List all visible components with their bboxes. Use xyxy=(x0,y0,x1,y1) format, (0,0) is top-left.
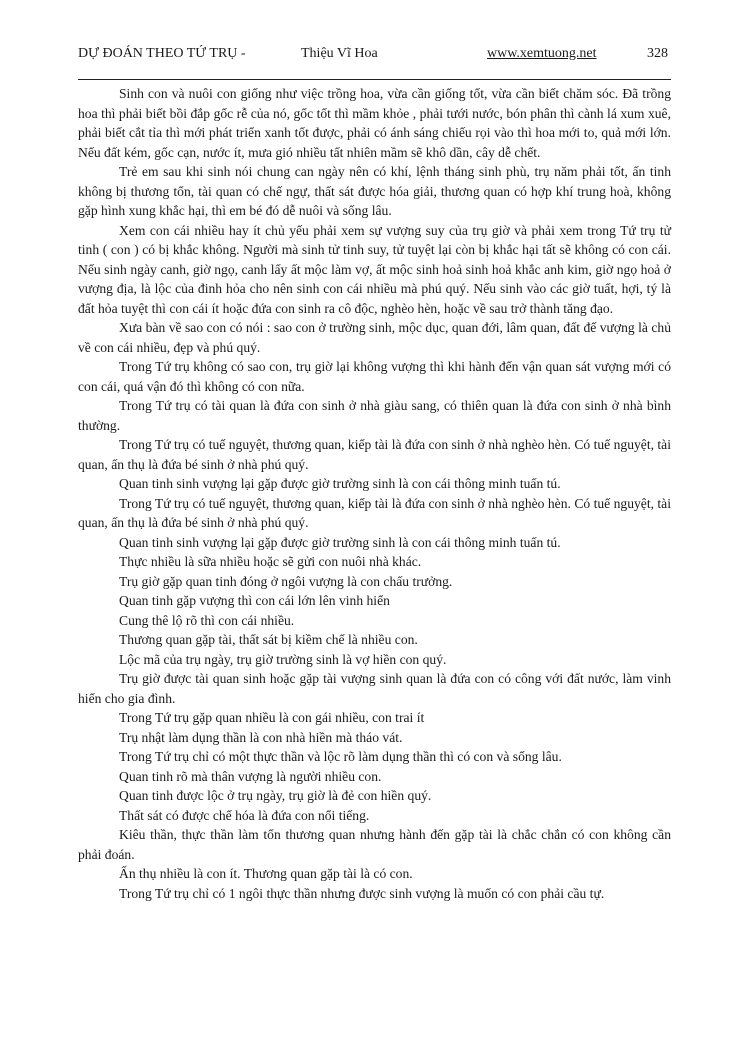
paragraph: Trong Tứ trụ có tuế nguyệt, thương quan, kiếp tài là đứa con sinh ở nhà nghèo hèn. Có tuế nguyệt, tài quan, ấn thụ là đứa bé sinh ở nhà phú quý. xyxy=(78,437,671,472)
paragraph: Thương quan gặp tài, thất sát bị kiềm chế là nhiều con. xyxy=(119,632,418,647)
paragraph: Kiêu thần, thực thần làm tổn thương quan nhưng hành đến gặp tài là chắc chắn có con không cần phải đoán. xyxy=(78,827,671,862)
paragraph: Lộc mã của trụ ngày, trụ giờ trường sinh là vợ hiền con quý. xyxy=(119,651,447,667)
paragraph: Sinh con và nuôi con giống như việc trồng hoa, vừa cần giống tốt, vừa cần biết chăm sóc. Đã trồng hoa thì phải biết bồi đắp gốc rễ của nó, gốc tốt thì mầm khỏe , phải tưới nước, bón phân thì cành lá xum xuê, phải biết cắt tỉa thì mới phát triển xanh tốt được, phải có ánh sáng chiếu rọi vào thì hoa mới to, quả mới lớn. Nếu đất kém, gốc cạn, nước ít, mưa gió nhiều tất nhiên mầm sẽ khô dần, cây dễ chết. xyxy=(78,86,671,160)
paragraph: Cung thê lộ rõ thì con cái nhiều. xyxy=(119,612,295,628)
paragraph: Trụ giờ được tài quan sinh hoặc gặp tài vượng sinh quan là đứa con có công với đất nước, làm vinh hiển cho gia đình. xyxy=(78,671,671,706)
page-body xyxy=(78,84,671,903)
author-name: Thiệu Vĩ Hoa xyxy=(301,46,378,61)
page-header xyxy=(78,46,668,68)
paragraph: Trụ nhật làm dụng thần là con nhà hiền mà tháo vát. xyxy=(119,729,403,745)
page-number: 328 xyxy=(647,46,668,61)
paragraph: Xưa bàn về sao con có nói : sao con ở trường sinh, mộc dục, quan đới, lâm quan, đất đế vượng là chủ về con cái nhiều, đẹp và phú quý. xyxy=(78,320,671,355)
paragraph: Trụ giờ gặp quan tinh đóng ở ngôi vượng là con chấu trưởng. xyxy=(119,573,453,589)
paragraph: Quan tinh sinh vượng lại gặp được giờ trường sinh là con cái thông minh tuấn tú. xyxy=(119,534,561,550)
paragraph: Quan tinh được lộc ở trụ ngày, trụ giờ là đẻ con hiền quý. xyxy=(119,788,432,803)
website-link[interactable]: www.xemtuong.net xyxy=(487,46,597,61)
paragraph: Trong Tứ trụ chỉ có một thực thần và lộc rõ làm dụng thần thì có con và sống lâu. xyxy=(119,749,562,764)
paragraph: Trong Tứ trụ không có sao con, trụ giờ lại không vượng thì khi hành đến vận quan sát vượng mới có con cái, quá vận đó thì không có con nữa. xyxy=(78,359,671,394)
paragraph: Trong Tứ trụ có tuế nguyệt, thương quan, kiếp tài là đứa con sinh ở nhà nghèo hèn. Có tuế nguyệt, tài quan, ấn thụ là đứa bé sinh ở nhà phú quý. xyxy=(78,495,671,530)
paragraph: Trong Tứ trụ gặp quan nhiều là con gái nhiều, con trai ít xyxy=(119,710,425,725)
paragraph: Thực nhiều là sữa nhiều hoặc sẽ gửi con nuôi nhà khác. xyxy=(119,554,422,569)
header-divider xyxy=(78,79,671,80)
paragraph: Xem con cái nhiều hay ít chủ yếu phải xem sự vượng suy của trụ giờ và phải xem trong Tứ trụ tử tinh ( con ) có bị khắc không. Người mà sinh tử tinh suy, tử tuyệt lại còn bị khắc hại tất sẽ không có con cái. Nếu sinh ngày canh, giờ ngọ, canh lấy ất mộc làm vợ, ất mộc sinh hoả sinh hoả khắc anh kim, giờ ngọ hoả ở vượng địa, là lộc của đinh hỏa cho nên sinh con cái nhiều mà phú quý. Nếu sinh vào các giờ tuất, hợi, tý là đất hỏa tuyệt thì con cái ít hoặc đứa con sinh ra cô độc, nghèo hèn, hoặc về sau trở thành tăng đạo. xyxy=(78,222,671,316)
paragraph: Quan tinh gặp vượng thì con cái lớn lên vinh hiển xyxy=(119,593,390,608)
book-title: DỰ ĐOÁN THEO TỨ TRỤ - xyxy=(78,46,246,61)
paragraph: Quan tinh rõ mà thân vượng là người nhiều con. xyxy=(119,768,382,784)
paragraph: Trong Tứ trụ chỉ có 1 ngôi thực thần nhưng được sinh vượng là muốn có con phải cầu tự. xyxy=(119,885,605,901)
paragraph: Thất sát có được chế hóa là đứa con nổi tiếng. xyxy=(119,807,370,823)
paragraph: Trong Tứ trụ có tài quan là đứa con sinh ở nhà giàu sang, có thiên quan là đứa con sinh ở nhà bình thường. xyxy=(78,398,671,433)
paragraph: Ấn thụ nhiều là con ít. Thương quan gặp tài là có con. xyxy=(119,866,413,881)
paragraph: Trẻ em sau khi sinh nói chung can ngày nên có khí, lệnh tháng sinh phù, trụ năm phải tốt, ấn tinh không bị thương tổn, tài quan có chế ngự, thất sát được hóa giải, thương quan có hợp khí trung hoà, không gặp hình xung khắc hại, thì em bé đó dễ nuôi và sống lâu. xyxy=(78,164,671,218)
paragraph: Quan tinh sinh vượng lại gặp được giờ trường sinh là con cái thông minh tuấn tú. xyxy=(119,476,561,491)
